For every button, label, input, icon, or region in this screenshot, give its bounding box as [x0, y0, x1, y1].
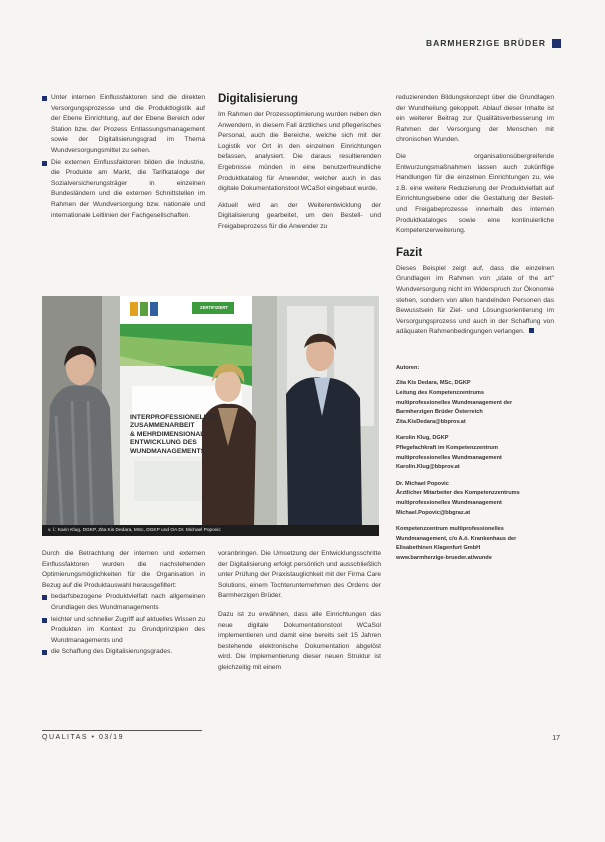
list-item: Die externen Einflussfaktoren bilden die Industrie, die Produkte am Markt, die Tarifkataloge der Sozialversicherungsträger in einzelnen Bundesländern und die externen Schnittstellen im Rahmen der Wundversorgung bzw. nationale und internationale Leitlinien der Fachgesellschaften.	[42, 158, 205, 222]
author-name: Zita Kis Dedara, MSc, DGKP	[396, 380, 471, 387]
column-2-bottom	[218, 549, 381, 674]
author-email-link[interactable]: Michael.Popovic@bbgraz.at	[396, 509, 471, 516]
group-photo	[42, 296, 379, 536]
page-number: 17	[552, 735, 560, 742]
optimization-list	[42, 592, 205, 658]
author-line: Ärztlicher Mitarbeiter des Kompetenzzentrums multiprofessionelles Wundmanagement	[396, 490, 520, 506]
conclusion-paragraph: Dieses Beispiel zeigt auf, dass die einzelnen Grundlagen im Rahmen von „state of the art" Wundversorgung nicht im Widerspruch zur Ökonomie stehen, sondern von allen handelnden Personen das Bewusstsein für Ziel- und Lösungsorientierung im Versorgungsprozess und auch in der Schaffung von adäquaten Rahmenbedingungen verlangen.	[396, 264, 554, 336]
section-heading-fazit: Fazit	[396, 246, 423, 259]
poster-line: ZUSAMMENARBEIT	[130, 422, 195, 430]
paragraph: Im Rahmen der Prozessoptimierung wurden neben den Anwendern, in diesem Fall ärztliches und pflegerisches Personal, auch die Bereiche, welche sich mit der Logistik vor Ort in den einzelnen Einrichtungen befassen, analysiert. Die daraus resultierenden Ergebnisse münden in eine benutzerfreundliche Produktkatalog für Anwender, welcher auch in das digitale Dokumentationstool WCaSol eingebaut wurde.	[218, 111, 381, 193]
brand-square-icon	[552, 39, 561, 48]
list-item: die Schaffung des Digitalisierungsgrades.	[42, 647, 205, 658]
paragraph: Aktuell wird an der Weiterentwicklung der Digitalisierung gearbeitet, um den Bestell- und Freigabeprozess für die Anwender zu	[218, 201, 381, 230]
author-name: Karolin Klug, DGKP	[396, 435, 449, 442]
section-heading-digitalisierung: Digitalisierung	[218, 93, 298, 105]
paragraph: Durch die Betrachtung der internen und externen Einflussfaktoren wurden die nachstehenden Optimierungsmöglichkeiten für die Organisation in Bezug auf die Produktauswahl herausgefiltert:	[42, 550, 205, 589]
paragraph: Die organisationsübergreifende Entwurzungsmaßnahmen lassen auch zukünftige Handlungen für die einzelnen Einrichtungen zu, wie z.B. eine weitere Reduzierung der Produktvielfalt auf Einrichtungsebene oder die Gestaltung der Bestell- und Freigabeprozesse innerhalb des internen Produktkataloges sowie eine kontinuierliche Kompetenzerweiterung.	[396, 152, 554, 235]
author-name: Dr. Michael Popovic	[396, 480, 449, 487]
poster-line: & MEHRDIMENSIONALE	[130, 430, 209, 438]
author-block	[396, 434, 554, 472]
paragraph: Dazu ist zu erwähnen, dass alle Einrichtungen das neue digitale Dokumentationstool WCaSol implementieren und damit eine bereits seit 15 Jahren bestehende elektronische Dokumentation abgelöst wird. Die Implementierung dieser neuen Struktur ist gleichzeitig mit einem	[218, 610, 381, 671]
author-line: Wundmanagement, c/o A.ö. Krankenhaus der	[396, 535, 517, 542]
footer-rule	[42, 730, 202, 731]
column-2-top	[218, 93, 381, 233]
paragraph: voranbringen. Die Umsetzung der Entwicklungsschritte der Digitalisierung erfolgt persönlich und ausschließlich unter Prüfung der Praxistauglichkeit mit der Firma Care Solutions, einem Tochterunternehmen des Ordens der Barmherzigen Brüder.	[218, 550, 381, 600]
list-item: Unter internen Einflussfaktoren sind die direkten Versorgungsprozesse und die Produktlogistik auf der Ebene Einrichtung, auf der Ebene Bereich oder Station bzw. der Prozess Entlassungsmanagement sowie der Digitalisierungsgrad im Thema Wundversorgungsmittel zu sehen.	[42, 93, 205, 157]
list-item: bedarfsbezogene Produktvielfalt nach allgemeinen Grundlagen des Wundmanagements	[42, 592, 205, 613]
brand-header	[426, 38, 561, 48]
author-name: Kompetenzzentrum multiprofessionelles	[396, 526, 504, 533]
author-line: Leitung des Kompetenzzentrums	[396, 390, 484, 397]
authors-label: Autoren:	[396, 364, 420, 371]
author-line: multiprofessionelles Wundmanagement	[396, 454, 502, 461]
footer-journal: QUALITAS • 03/19	[42, 734, 124, 741]
poster-line: WUNDMANAGEMENTS	[130, 447, 206, 455]
author-email-link[interactable]: Karolin.Klug@bbprov.at	[396, 464, 460, 471]
author-line: Elisabethinen Klagenfurt GmbH	[396, 545, 481, 552]
brand-name: BARMHERZIGE BRÜDER	[426, 38, 546, 48]
author-line: Barmherzigen Brüder Österreich	[396, 409, 483, 416]
poster-line: INTERPROFESSIONELLES	[130, 414, 217, 421]
poster-title	[130, 414, 248, 456]
paragraph: reduzierenden Bildungskonzept über die Grundlagen der Wundheilung gekoppelt. Ablauf dieser Inhalte ist ein weiterer Beitrag zur Qualitätsverbesserung im Rahmen der Versorgung der Menschen mit chronischen Wunden.	[396, 94, 554, 144]
author-block	[396, 525, 554, 563]
poster-line: ENTWICKLUNG DES	[130, 439, 197, 447]
poster-logo-text: ZERTIFIZIERT	[200, 305, 228, 310]
authors-block	[396, 364, 554, 564]
column-1-top	[42, 93, 205, 222]
author-line: multiprofessionelles Wundmanagement der	[396, 399, 513, 406]
author-email-link[interactable]: Zita.KisDedara@bbprov.at	[396, 418, 466, 425]
author-block	[396, 480, 554, 518]
author-line: Pflegefachkraft im Kompetenzzentrum	[396, 445, 498, 452]
column-3	[396, 93, 554, 564]
end-mark-icon	[529, 328, 534, 333]
list-item: leichter und schneller Zugriff auf aktuelles Wissen zu Produkten im Kontext zu Grundprinzipien des Wundmanagements und	[42, 615, 205, 647]
photo-caption: v. l.: Karin Klug, DGKP, Zita Kis Dedara, MSc, DGKP und OA Dr. Michael Popovic	[42, 525, 379, 536]
authors-list	[396, 379, 554, 563]
influence-factors-list	[42, 93, 205, 221]
author-website-link[interactable]: www.barmherzige-brueder.at/wunde	[396, 554, 492, 561]
column-1-bottom	[42, 549, 205, 659]
author-block	[396, 379, 554, 427]
